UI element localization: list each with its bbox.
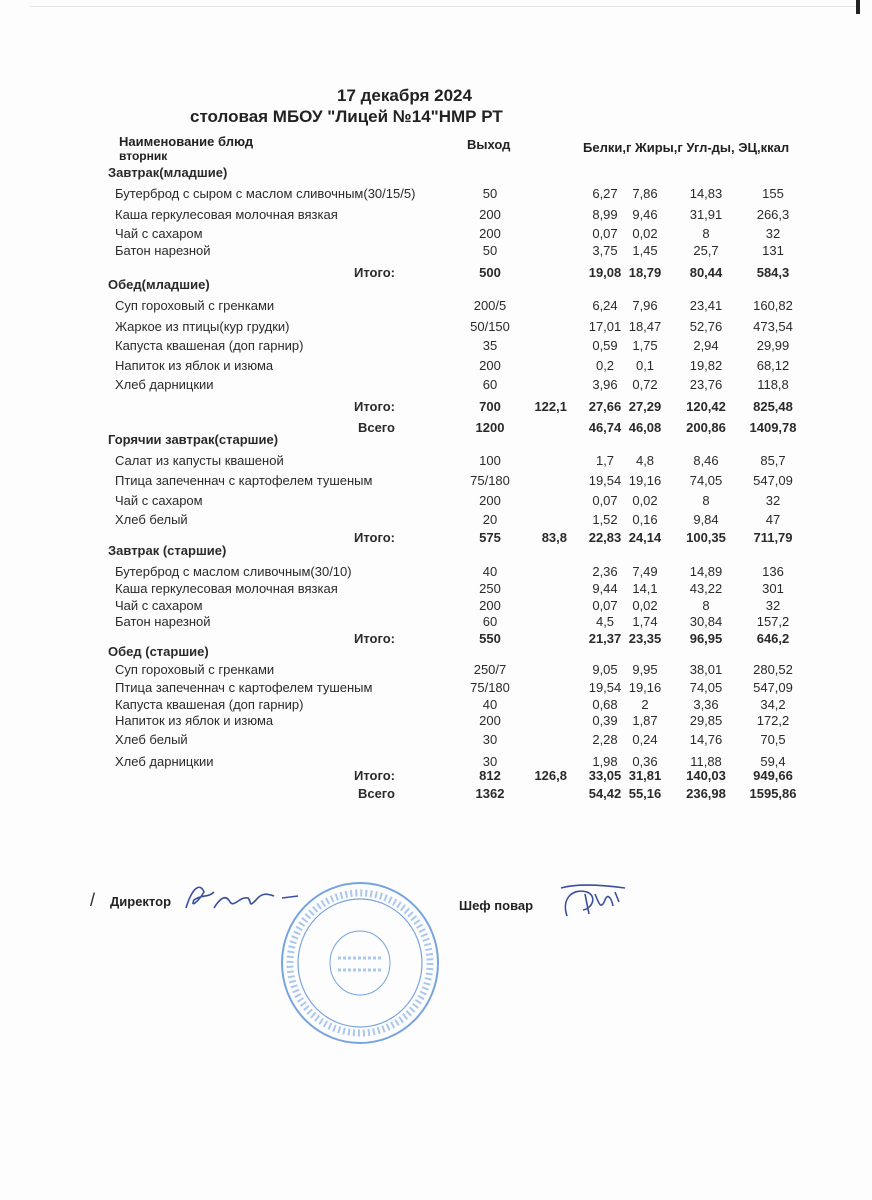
dish-name: Хлеб дарницкии: [115, 754, 214, 769]
document-date: 17 декабря 2024: [337, 86, 472, 105]
protein-cell: 0,39: [592, 713, 618, 728]
total-label: Итого:: [354, 768, 395, 783]
energy-cell: 157,2: [756, 614, 790, 629]
signature-tick: /: [90, 890, 96, 910]
output-cell: 200: [479, 493, 501, 508]
extra-value-cell: 122,1: [534, 399, 567, 414]
carbs-cell: 29,85: [689, 713, 723, 728]
protein-cell: 0,07: [592, 493, 618, 508]
energy-cell: 266,3: [756, 207, 790, 222]
fat-cell: 2: [641, 697, 649, 712]
energy-cell: 172,2: [756, 713, 790, 728]
table-row: [0, 338, 872, 356]
energy-cell: 949,66: [753, 768, 793, 783]
output-cell: 75/180: [470, 473, 510, 488]
dish-name: Напиток из яблок и изюма: [115, 358, 274, 373]
carbs-cell: 140,03: [686, 768, 726, 783]
dish-name: Каша геркулесовая молочная вязкая: [115, 581, 338, 596]
column-header-name: Наименование блюд: [119, 134, 254, 149]
dish-name: Чай с сахаром: [115, 598, 203, 613]
table-row: [0, 186, 872, 204]
table-row: [0, 319, 872, 337]
output-cell: 200: [479, 358, 501, 373]
table-row: [0, 732, 872, 750]
protein-cell: 17,01: [588, 319, 622, 334]
carbs-cell: 14,89: [689, 564, 723, 579]
output-cell: 200: [479, 598, 501, 613]
carbs-cell: 25,7: [693, 243, 719, 258]
energy-cell: 32: [765, 598, 781, 613]
fat-cell: 0,24: [632, 732, 658, 747]
table-row: [0, 493, 872, 511]
protein-cell: 1,7: [595, 453, 615, 468]
protein-cell: 3,75: [592, 243, 618, 258]
energy-cell: 1409,78: [749, 420, 797, 435]
protein-cell: 21,37: [588, 631, 622, 646]
fat-cell: 0,16: [632, 512, 658, 527]
carbs-cell: 14,83: [689, 186, 723, 201]
total-label: Всего: [357, 420, 395, 435]
protein-cell: 19,08: [588, 265, 622, 280]
table-row: [0, 243, 872, 261]
energy-cell: 29,99: [756, 338, 790, 353]
total-row: [0, 768, 872, 786]
scan-edge-line: [30, 6, 860, 7]
output-cell: 30: [482, 732, 498, 747]
output-cell: 30: [482, 754, 498, 769]
fat-cell: 18,47: [628, 319, 662, 334]
dish-name: Батон нарезной: [115, 614, 211, 629]
protein-cell: 33,05: [588, 768, 622, 783]
table-row: [0, 680, 872, 698]
carbs-cell: 96,95: [689, 631, 723, 646]
output-cell: 60: [482, 377, 498, 392]
output-cell: 200: [479, 713, 501, 728]
fat-cell: 1,87: [632, 713, 658, 728]
fat-cell: 0,02: [632, 226, 658, 241]
dish-name: Суп гороховый с гренками: [115, 298, 275, 313]
dish-name: Чай с сахаром: [115, 493, 203, 508]
carbs-cell: 23,76: [689, 377, 723, 392]
total-row: [0, 786, 872, 804]
protein-cell: 0,68: [592, 697, 618, 712]
carbs-cell: 3,36: [693, 697, 719, 712]
table-row: [0, 614, 872, 632]
carbs-cell: 120,42: [686, 399, 726, 414]
table-row: [0, 358, 872, 376]
chef-signature: [555, 880, 635, 925]
total-label: Итого:: [354, 399, 395, 414]
output-cell: 200: [479, 207, 501, 222]
energy-cell: 59,4: [760, 754, 786, 769]
fat-cell: 24,14: [628, 530, 662, 545]
output-cell: 575: [479, 530, 501, 545]
chef-label: Шеф повар: [459, 898, 534, 913]
energy-cell: 32: [765, 493, 781, 508]
fat-cell: 0,02: [632, 598, 658, 613]
carbs-cell: 74,05: [689, 680, 723, 695]
protein-cell: 8,99: [592, 207, 618, 222]
table-row: [0, 581, 872, 599]
output-cell: 1200: [475, 420, 505, 435]
protein-cell: 2,28: [592, 732, 618, 747]
protein-cell: 22,83: [588, 530, 622, 545]
output-cell: 700: [479, 399, 501, 414]
output-cell: 40: [482, 564, 498, 579]
dish-name: Бутерброд с маслом сливочным(30/10): [115, 564, 352, 579]
energy-cell: 473,54: [753, 319, 793, 334]
output-cell: 50/150: [470, 319, 510, 334]
energy-cell: 547,09: [753, 473, 793, 488]
carbs-cell: 8: [702, 226, 710, 241]
fat-cell: 1,45: [632, 243, 658, 258]
output-cell: 250/7: [473, 662, 507, 677]
carbs-cell: 8: [702, 493, 710, 508]
official-stamp: [278, 878, 443, 1048]
fat-cell: 31,81: [628, 768, 662, 783]
energy-cell: 155: [762, 186, 784, 201]
section-header: [0, 644, 872, 662]
protein-cell: 0,07: [592, 226, 618, 241]
fat-cell: 14,1: [632, 581, 658, 596]
dish-name: Бутерброд с сыром с маслом сливочным(30/15/5): [115, 186, 416, 201]
energy-cell: 646,2: [756, 631, 790, 646]
output-cell: 250: [479, 581, 501, 596]
fat-cell: 19,16: [628, 680, 662, 695]
extra-value-cell: 83,8: [541, 530, 567, 545]
document-title: столовая МБОУ "Лицей №14"НМР РТ: [190, 107, 503, 126]
carbs-cell: 2,94: [693, 338, 719, 353]
energy-cell: 32: [765, 226, 781, 241]
fat-cell: 9,46: [632, 207, 658, 222]
output-cell: 200: [479, 226, 501, 241]
dish-name: Птица запеченнач с картофелем тушеным: [115, 473, 373, 488]
protein-cell: 0,59: [592, 338, 618, 353]
dish-name: Капуста квашеная (доп гарнир): [115, 338, 304, 353]
dish-name: Чай с сахаром: [115, 226, 203, 241]
energy-cell: 825,48: [753, 399, 793, 414]
output-cell: 20: [482, 512, 498, 527]
scan-mark: [856, 0, 860, 14]
output-cell: 500: [479, 265, 501, 280]
protein-cell: 6,24: [592, 298, 618, 313]
dish-name: Капуста квашеная (доп гарнир): [115, 697, 304, 712]
carbs-cell: 23,41: [689, 298, 723, 313]
output-cell: 35: [482, 338, 498, 353]
protein-cell: 46,74: [588, 420, 622, 435]
section-header: [0, 165, 872, 183]
column-header-output: Выход: [467, 137, 511, 152]
protein-cell: 19,54: [588, 680, 622, 695]
output-cell: 50: [482, 186, 498, 201]
output-cell: 550: [479, 631, 501, 646]
dish-name: Напиток из яблок и изюма: [115, 713, 274, 728]
dish-name: Жаркое из птицы(кур грудки): [115, 319, 290, 334]
total-label: Итого:: [354, 631, 395, 646]
table-row: [0, 473, 872, 491]
carbs-cell: 9,84: [693, 512, 719, 527]
energy-cell: 68,12: [756, 358, 790, 373]
table-row: [0, 564, 872, 582]
dish-name: Хлеб белый: [115, 512, 188, 527]
section-title: Обед (старшие): [108, 644, 209, 659]
total-label: Итого:: [354, 265, 395, 280]
output-cell: 40: [482, 697, 498, 712]
total-label: Всего: [357, 786, 395, 801]
energy-cell: 131: [762, 243, 784, 258]
fat-cell: 46,08: [628, 420, 662, 435]
column-header-macros: Белки,г Жиры,г Угл-ды, ЭЦ,ккал: [583, 140, 790, 155]
fat-cell: 23,35: [628, 631, 662, 646]
dish-name: Суп гороховый с гренками: [115, 662, 275, 677]
energy-cell: 711,79: [753, 530, 793, 545]
protein-cell: 0,2: [595, 358, 615, 373]
carbs-cell: 236,98: [686, 786, 726, 801]
protein-cell: 4,5: [595, 614, 615, 629]
carbs-cell: 43,22: [689, 581, 723, 596]
fat-cell: 7,49: [632, 564, 658, 579]
energy-cell: 280,52: [753, 662, 793, 677]
carbs-cell: 52,76: [689, 319, 723, 334]
section-title: Горячии завтрак(старшие): [108, 432, 279, 447]
energy-cell: 70,5: [760, 732, 786, 747]
carbs-cell: 80,44: [689, 265, 723, 280]
fat-cell: 0,36: [632, 754, 658, 769]
energy-cell: 160,82: [753, 298, 793, 313]
section-title: Обед(младшие): [108, 277, 210, 292]
output-cell: 812: [479, 768, 501, 783]
dish-name: Салат из капусты квашеной: [115, 453, 284, 468]
table-row: [0, 226, 872, 244]
section-header: [0, 432, 872, 450]
extra-value-cell: 126,8: [534, 768, 567, 783]
carbs-cell: 31,91: [689, 207, 723, 222]
total-label: Итого:: [354, 530, 395, 545]
fat-cell: 1,74: [632, 614, 658, 629]
energy-cell: 1595,86: [749, 786, 797, 801]
fat-cell: 55,16: [628, 786, 662, 801]
protein-cell: 19,54: [588, 473, 622, 488]
section-header: [0, 543, 872, 561]
weekday-label: вторник: [119, 149, 168, 163]
table-row: [0, 662, 872, 680]
protein-cell: 6,27: [592, 186, 618, 201]
protein-cell: 27,66: [588, 399, 622, 414]
table-row: [0, 713, 872, 731]
fat-cell: 18,79: [628, 265, 662, 280]
fat-cell: 1,75: [632, 338, 658, 353]
fat-cell: 0,72: [632, 377, 658, 392]
fat-cell: 7,86: [632, 186, 658, 201]
dish-name: Хлеб белый: [115, 732, 188, 747]
energy-cell: 584,3: [756, 265, 790, 280]
director-label: Директор: [110, 894, 172, 909]
output-cell: 60: [482, 614, 498, 629]
total-row: [0, 399, 872, 417]
table-row: [0, 512, 872, 530]
dish-name: Хлеб дарницкии: [115, 377, 214, 392]
energy-cell: 136: [762, 564, 784, 579]
energy-cell: 85,7: [760, 453, 786, 468]
dish-name: Птица запеченнач с картофелем тушеным: [115, 680, 373, 695]
section-header: [0, 277, 872, 295]
protein-cell: 0,07: [592, 598, 618, 613]
fat-cell: 0,02: [632, 493, 658, 508]
output-cell: 200/5: [473, 298, 507, 313]
fat-cell: 4,8: [635, 453, 655, 468]
fat-cell: 7,96: [632, 298, 658, 313]
output-cell: 50: [482, 243, 498, 258]
carbs-cell: 11,88: [690, 754, 722, 769]
output-cell: 1362: [475, 786, 505, 801]
fat-cell: 9,95: [632, 662, 658, 677]
fat-cell: 0,1: [635, 358, 655, 373]
protein-cell: 2,36: [592, 564, 618, 579]
section-title: Завтрак(младшие): [108, 165, 228, 180]
output-cell: 75/180: [470, 680, 510, 695]
protein-cell: 1,52: [592, 512, 618, 527]
fat-cell: 19,16: [628, 473, 662, 488]
section-title: Завтрак (старшие): [108, 543, 227, 558]
energy-cell: 34,2: [760, 697, 786, 712]
table-row: [0, 207, 872, 225]
carbs-cell: 8: [702, 598, 710, 613]
energy-cell: 47: [765, 512, 781, 527]
protein-cell: 54,42: [588, 786, 622, 801]
protein-cell: 3,96: [592, 377, 618, 392]
carbs-cell: 200,86: [686, 420, 726, 435]
protein-cell: 1,98: [592, 754, 618, 769]
fat-cell: 27,29: [628, 399, 662, 414]
carbs-cell: 100,35: [686, 530, 726, 545]
carbs-cell: 8,46: [693, 453, 719, 468]
table-row: [0, 377, 872, 395]
protein-cell: 9,05: [592, 662, 618, 677]
energy-cell: 301: [762, 581, 784, 596]
energy-cell: 118,8: [757, 377, 789, 392]
carbs-cell: 74,05: [689, 473, 723, 488]
dish-name: Каша геркулесовая молочная вязкая: [115, 207, 338, 222]
dish-name: Батон нарезной: [115, 243, 211, 258]
carbs-cell: 14,76: [689, 732, 723, 747]
energy-cell: 547,09: [753, 680, 793, 695]
table-row: [0, 298, 872, 316]
protein-cell: 9,44: [592, 581, 618, 596]
carbs-cell: 38,01: [689, 662, 723, 677]
output-cell: 100: [479, 453, 501, 468]
carbs-cell: 19,82: [689, 358, 723, 373]
table-row: [0, 453, 872, 471]
carbs-cell: 30,84: [689, 614, 723, 629]
